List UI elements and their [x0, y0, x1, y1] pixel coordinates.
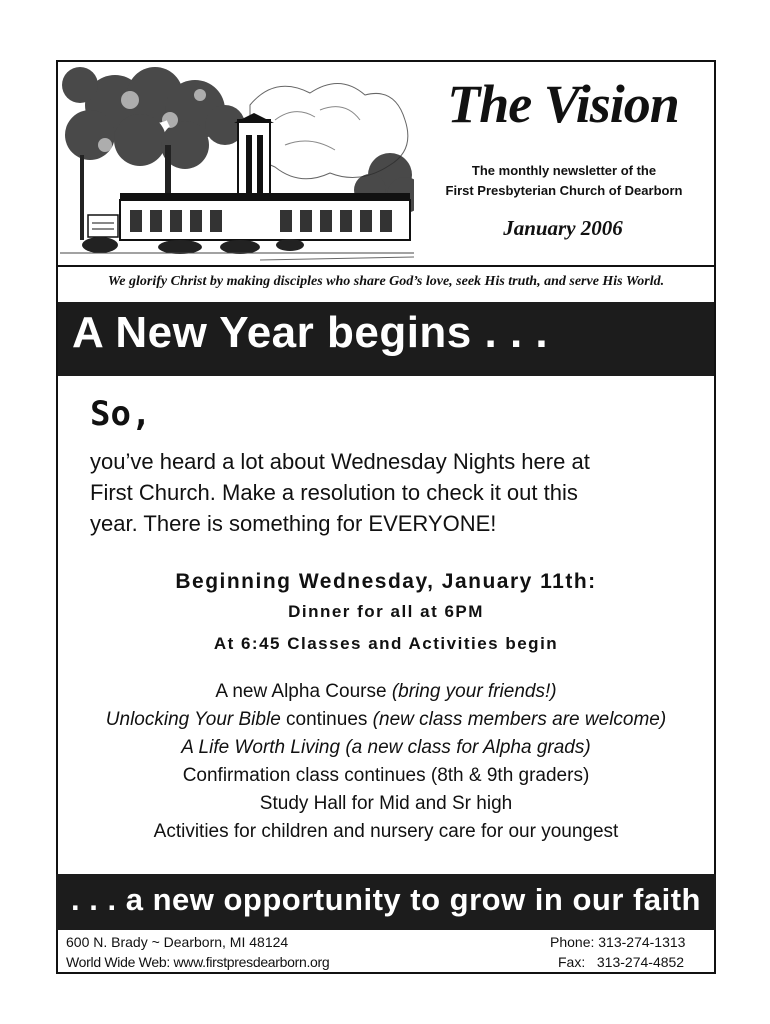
schedule-classes: At 6:45 Classes and Activities begin: [213, 634, 559, 653]
footer: [58, 930, 714, 974]
activity-alpha-note: (bring your friends!): [391, 681, 557, 702]
activity-confirmation: Confirmation class continues (8th & 9th graders): [182, 765, 590, 786]
activity-children: Activities for children and nursery care for our youngest: [153, 821, 619, 842]
intro-line: you’ve heard a lot about Wednesday Nights here at: [90, 449, 590, 474]
activity-alpha: [58, 678, 714, 706]
activity-bible-title: Unlocking Your Bible: [105, 709, 281, 730]
issue-date: January 2006: [503, 216, 623, 240]
newsletter-subtitle-line2: First Presbyterian Church of Dearborn: [445, 183, 683, 198]
footer-fax: Fax: 313-274-4852: [558, 954, 685, 970]
tagline-banner: [56, 874, 716, 930]
activities-list: [58, 678, 714, 846]
activity-alpha-text: A new Alpha Course: [215, 681, 387, 702]
divider: [58, 265, 714, 267]
newsletter-title: The Vision: [447, 74, 679, 134]
activity-life: [58, 734, 714, 762]
activity-bible-note: (new class members are welcome): [372, 709, 667, 730]
intro-paragraph: [90, 446, 680, 539]
activity-bible-continues: continues: [286, 709, 368, 730]
footer-phone: Phone: 313-274-1313: [550, 934, 686, 950]
footer-web: World Wide Web: www.firstpresdearborn.org: [66, 954, 330, 970]
headline-banner: [58, 302, 714, 376]
schedule-heading: Beginning Wednesday, January 11th:: [175, 570, 597, 593]
activity-bible: [58, 706, 714, 734]
activity-study: Study Hall for Mid and Sr high: [259, 793, 513, 814]
headline: A New Year begins . . .: [72, 308, 549, 357]
newsletter-page: [56, 60, 716, 974]
masthead: [58, 62, 714, 265]
newsletter-subtitle-line1: The monthly newsletter of the: [471, 163, 657, 178]
church-sketch-image: [60, 65, 414, 263]
activity-life-text: A Life Worth Living (a new class for Alpha grads): [181, 737, 591, 758]
intro-greeting: So,: [90, 394, 152, 434]
footer-address: 600 N. Brady ~ Dearborn, MI 48124: [66, 934, 289, 950]
mission-statement: We glorify Christ by making disciples who share God’s love, seek His truth, and serve His World.: [107, 274, 665, 289]
intro-line: First Church. Make a resolution to check it out this: [90, 480, 578, 505]
tagline: . . . a new opportunity to grow in our faith: [71, 882, 701, 917]
schedule-dinner: Dinner for all at 6PM: [288, 602, 484, 621]
intro-line: year. There is something for EVERYONE!: [90, 511, 497, 536]
